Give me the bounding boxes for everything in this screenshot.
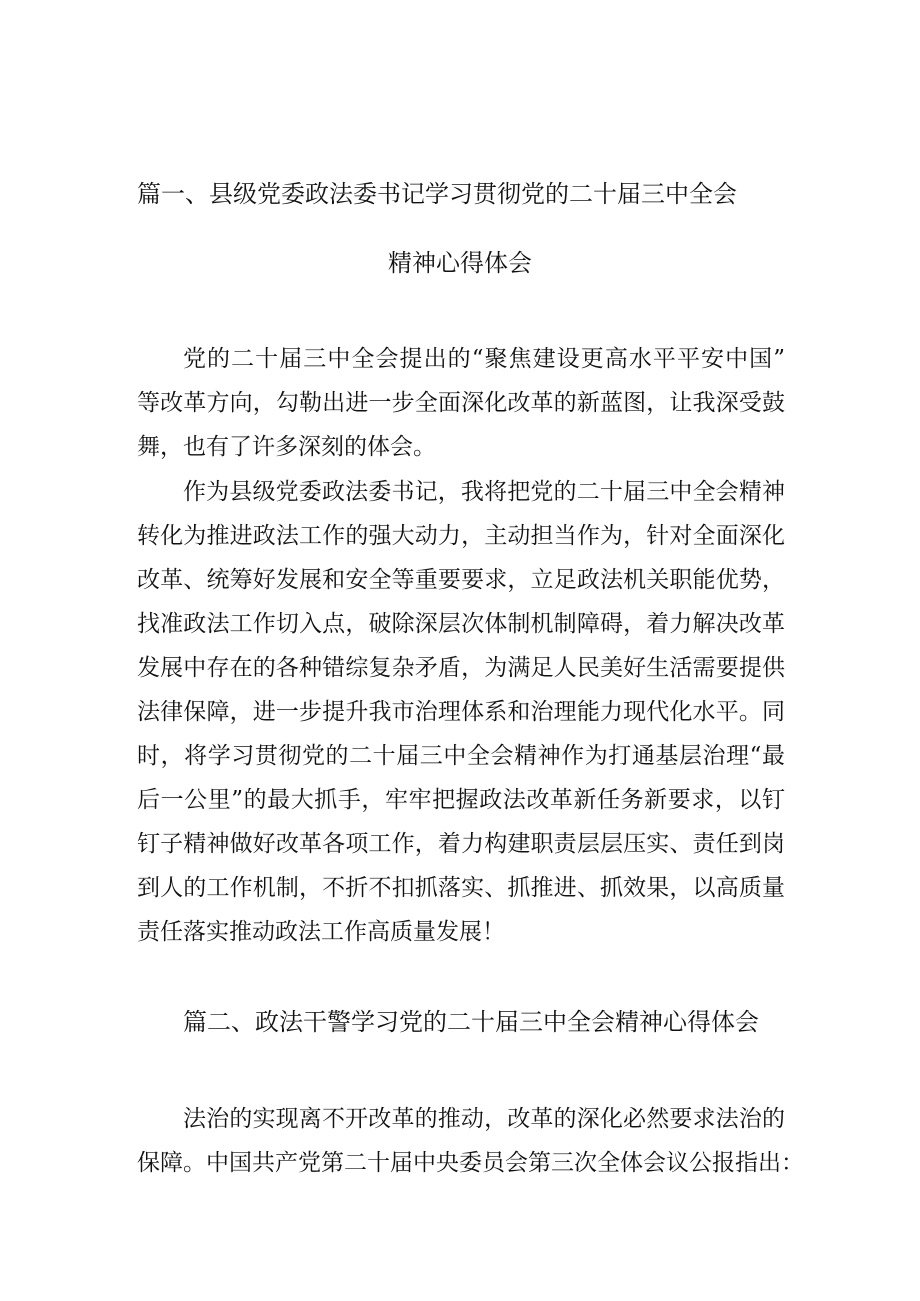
text-line: 发展中存在的各种错综复杂矛盾，为满足人民美好生活需要提供 (137, 655, 785, 681)
section1-title-line2: 精神心得体会 (388, 249, 532, 277)
section1-paragraph2 (137, 470, 785, 954)
text-line: 党的二十届三中全会提出的“聚焦建设更高水平平安中国” (183, 346, 785, 372)
text-line: 时，将学习贯彻党的二十届三中全会精神作为打通基层治理“最 (137, 743, 785, 769)
text-line: 法律保障，进一步提升我市治理体系和治理能力现代化水平。同 (137, 699, 785, 725)
text-line: 找准政法工作切入点，破除深层次体制机制障碍，着力解决改革 (137, 611, 785, 637)
text-line: 后一公里”的最大抓手，牢牢把握政法改革新任务新要求，以钉 (137, 787, 785, 813)
text-line: 转化为推进政法工作的强大动力，主动担当作为，针对全面深化 (137, 523, 785, 549)
text-line: 保障。中国共产党第二十届中央委员会第三次全体会议公报指出： (137, 1150, 804, 1176)
text-line: 法治的实现离不开改革的推动，改革的深化必然要求法治的 (183, 1106, 785, 1132)
section2-paragraph1 (137, 1097, 804, 1185)
text-line: 舞，也有了许多深刻的体会。 (137, 434, 436, 460)
text-line: 等改革方向，勾勒出进一步全面深化改革的新蓝图，让我深受鼓 (137, 390, 785, 416)
text-line: 钉子精神做好改革各项工作，着力构建职责层层压实、责任到岗 (137, 831, 785, 857)
text-line: 改革、统筹好发展和安全等重要要求，立足政法机关职能优势， (137, 567, 785, 593)
section1-title-line1: 篇一、县级党委政法委书记学习贯彻党的二十届三中全会 (137, 180, 737, 208)
section1-paragraph1 (137, 337, 785, 469)
text-line: 作为县级党委政法委书记，我将把党的二十届三中全会精神 (183, 479, 785, 505)
section2-title: 篇二、政法干警学习党的二十届三中全会精神心得体会 (183, 1008, 759, 1036)
text-line: 到人的工作机制，不折不扣抓落实、抓推进、抓效果，以高质量 (137, 875, 785, 901)
text-line: 责任落实推动政法工作高质量发展！ (137, 919, 505, 945)
